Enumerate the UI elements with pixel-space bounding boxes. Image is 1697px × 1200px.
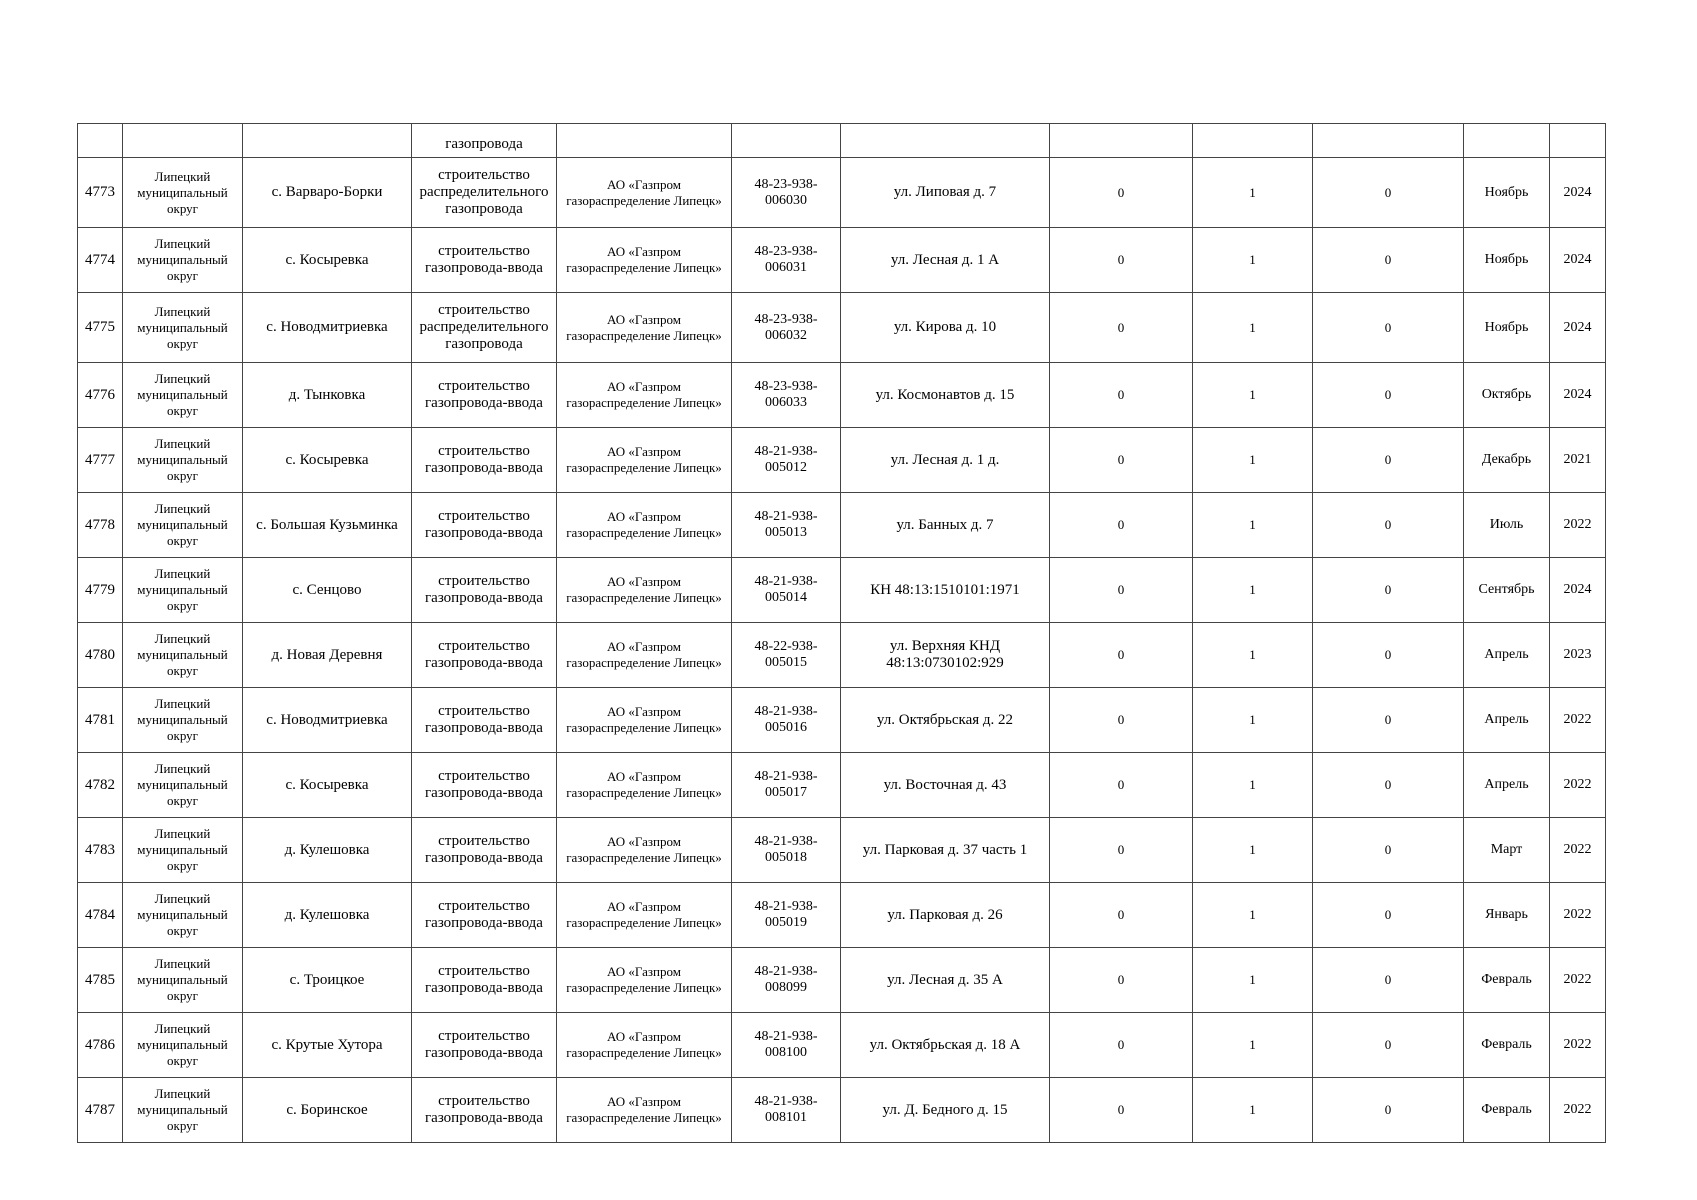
- cell-settlement: с. Варваро-Борки: [243, 158, 412, 228]
- cell-value-1: 0: [1050, 158, 1193, 228]
- cell-company: АО «Газпром газораспределение Липецк»: [557, 1013, 732, 1078]
- cell-value-1: 0: [1050, 753, 1193, 818]
- cell-value-2: 1: [1193, 493, 1313, 558]
- cell-empty: [78, 124, 123, 158]
- cell-empty: [243, 124, 412, 158]
- cell-month: Декабрь: [1464, 428, 1550, 493]
- table-row: [78, 818, 1606, 883]
- cell-address: КН 48:13:1510101:1971: [841, 558, 1050, 623]
- cell-address: ул. Кирова д. 10: [841, 293, 1050, 363]
- cell-work-type: строительство распределительного газопровода: [412, 158, 557, 228]
- cell-work-type: строительство газопровода-ввода: [412, 883, 557, 948]
- cell-number: 4777: [78, 428, 123, 493]
- cell-number: 4778: [78, 493, 123, 558]
- cell-value-3: 0: [1313, 158, 1464, 228]
- cell-month: Февраль: [1464, 1078, 1550, 1143]
- cell-work-type: строительство газопровода-ввода: [412, 948, 557, 1013]
- cell-work-type: строительство распределительного газопровода: [412, 293, 557, 363]
- cell-value-2: 1: [1193, 293, 1313, 363]
- cell-address: ул. Парковая д. 26: [841, 883, 1050, 948]
- cell-empty: [1050, 124, 1193, 158]
- cell-object-code: 48-21-938-005018: [732, 818, 841, 883]
- cell-work-type: строительство газопровода-ввода: [412, 623, 557, 688]
- cell-month: Июль: [1464, 493, 1550, 558]
- cell-value-3: 0: [1313, 623, 1464, 688]
- cell-value-1: 0: [1050, 228, 1193, 293]
- cell-address: ул. Октябрьская д. 18 А: [841, 1013, 1050, 1078]
- cell-month: Ноябрь: [1464, 293, 1550, 363]
- cell-object-code: 48-21-938-005017: [732, 753, 841, 818]
- cell-object-code: 48-21-938-008100: [732, 1013, 841, 1078]
- cell-work-type: газопровода: [412, 124, 557, 158]
- cell-year: 2022: [1550, 688, 1606, 753]
- cell-address: ул. Лесная д. 1 А: [841, 228, 1050, 293]
- cell-value-3: 0: [1313, 1013, 1464, 1078]
- cell-district: Липецкий муниципальный округ: [123, 1078, 243, 1143]
- cell-value-2: 1: [1193, 948, 1313, 1013]
- cell-address: ул. Верхняя КНД 48:13:0730102:929: [841, 623, 1050, 688]
- table-row: [78, 158, 1606, 228]
- cell-year: 2022: [1550, 1013, 1606, 1078]
- cell-empty: [557, 124, 732, 158]
- cell-month: Апрель: [1464, 623, 1550, 688]
- cell-value-1: 0: [1050, 623, 1193, 688]
- cell-settlement: с. Новодмитриевка: [243, 293, 412, 363]
- cell-year: 2022: [1550, 883, 1606, 948]
- cell-district: Липецкий муниципальный округ: [123, 623, 243, 688]
- cell-object-code: 48-23-938-006030: [732, 158, 841, 228]
- cell-object-code: 48-21-938-005012: [732, 428, 841, 493]
- cell-number: 4775: [78, 293, 123, 363]
- cell-settlement: с. Косыревка: [243, 228, 412, 293]
- cell-work-type: строительство газопровода-ввода: [412, 558, 557, 623]
- cell-number: 4783: [78, 818, 123, 883]
- table-row: [78, 623, 1606, 688]
- cell-company: АО «Газпром газораспределение Липецк»: [557, 623, 732, 688]
- cell-work-type: строительство газопровода-ввода: [412, 363, 557, 428]
- table-row: [78, 493, 1606, 558]
- cell-month: Сентябрь: [1464, 558, 1550, 623]
- cell-settlement: д. Кулешовка: [243, 818, 412, 883]
- cell-address: ул. Парковая д. 37 часть 1: [841, 818, 1050, 883]
- cell-company: АО «Газпром газораспределение Липецк»: [557, 948, 732, 1013]
- cell-district: Липецкий муниципальный округ: [123, 948, 243, 1013]
- cell-value-1: 0: [1050, 688, 1193, 753]
- cell-empty: [732, 124, 841, 158]
- cell-value-1: 0: [1050, 1078, 1193, 1143]
- cell-year: 2024: [1550, 228, 1606, 293]
- cell-district: Липецкий муниципальный округ: [123, 558, 243, 623]
- cell-empty: [1550, 124, 1606, 158]
- cell-settlement: с. Косыревка: [243, 428, 412, 493]
- cell-value-2: 1: [1193, 158, 1313, 228]
- cell-company: АО «Газпром газораспределение Липецк»: [557, 428, 732, 493]
- cell-value-3: 0: [1313, 753, 1464, 818]
- table-row: [78, 363, 1606, 428]
- cell-object-code: 48-21-938-005014: [732, 558, 841, 623]
- cell-value-3: 0: [1313, 883, 1464, 948]
- cell-empty: [1313, 124, 1464, 158]
- cell-month: Октябрь: [1464, 363, 1550, 428]
- cell-district: Липецкий муниципальный округ: [123, 883, 243, 948]
- cell-address: ул. Космонавтов д. 15: [841, 363, 1050, 428]
- cell-settlement: д. Кулешовка: [243, 883, 412, 948]
- cell-district: Липецкий муниципальный округ: [123, 688, 243, 753]
- cell-month: Февраль: [1464, 1013, 1550, 1078]
- cell-year: 2023: [1550, 623, 1606, 688]
- cell-settlement: с. Троицкое: [243, 948, 412, 1013]
- cell-year: 2021: [1550, 428, 1606, 493]
- cell-number: 4784: [78, 883, 123, 948]
- cell-object-code: 48-21-938-005016: [732, 688, 841, 753]
- cell-value-3: 0: [1313, 293, 1464, 363]
- cell-value-2: 1: [1193, 1078, 1313, 1143]
- table-row: [78, 1013, 1606, 1078]
- cell-district: Липецкий муниципальный округ: [123, 363, 243, 428]
- cell-number: 4787: [78, 1078, 123, 1143]
- cell-settlement: д. Новая Деревня: [243, 623, 412, 688]
- cell-address: ул. Лесная д. 1 д.: [841, 428, 1050, 493]
- cell-work-type: строительство газопровода-ввода: [412, 1013, 557, 1078]
- cell-month: Ноябрь: [1464, 158, 1550, 228]
- cell-company: АО «Газпром газораспределение Липецк»: [557, 688, 732, 753]
- cell-month: Январь: [1464, 883, 1550, 948]
- cell-year: 2022: [1550, 948, 1606, 1013]
- cell-value-2: 1: [1193, 688, 1313, 753]
- cell-year: 2022: [1550, 1078, 1606, 1143]
- cell-month: Апрель: [1464, 688, 1550, 753]
- cell-year: 2024: [1550, 558, 1606, 623]
- cell-settlement: с. Сенцово: [243, 558, 412, 623]
- cell-empty: [1193, 124, 1313, 158]
- cell-address: ул. Восточная д. 43: [841, 753, 1050, 818]
- cell-object-code: 48-22-938-005015: [732, 623, 841, 688]
- cell-value-2: 1: [1193, 228, 1313, 293]
- cell-value-1: 0: [1050, 558, 1193, 623]
- cell-company: АО «Газпром газораспределение Липецк»: [557, 818, 732, 883]
- table-row: [78, 558, 1606, 623]
- table-row-continuation: [78, 124, 1606, 158]
- cell-value-3: 0: [1313, 948, 1464, 1013]
- cell-company: АО «Газпром газораспределение Липецк»: [557, 883, 732, 948]
- cell-settlement: с. Боринское: [243, 1078, 412, 1143]
- cell-month: Февраль: [1464, 948, 1550, 1013]
- cell-number: 4785: [78, 948, 123, 1013]
- cell-year: 2022: [1550, 818, 1606, 883]
- cell-number: 4781: [78, 688, 123, 753]
- cell-value-2: 1: [1193, 883, 1313, 948]
- cell-number: 4773: [78, 158, 123, 228]
- cell-value-2: 1: [1193, 623, 1313, 688]
- cell-object-code: 48-23-938-006031: [732, 228, 841, 293]
- cell-month: Ноябрь: [1464, 228, 1550, 293]
- cell-year: 2024: [1550, 363, 1606, 428]
- cell-value-2: 1: [1193, 558, 1313, 623]
- cell-value-2: 1: [1193, 1013, 1313, 1078]
- cell-settlement: с. Крутые Хутора: [243, 1013, 412, 1078]
- cell-number: 4774: [78, 228, 123, 293]
- cell-object-code: 48-21-938-008101: [732, 1078, 841, 1143]
- cell-empty: [841, 124, 1050, 158]
- cell-company: АО «Газпром газораспределение Липецк»: [557, 363, 732, 428]
- cell-month: Март: [1464, 818, 1550, 883]
- cell-object-code: 48-21-938-005019: [732, 883, 841, 948]
- cell-district: Липецкий муниципальный округ: [123, 293, 243, 363]
- cell-value-1: 0: [1050, 293, 1193, 363]
- cell-empty: [123, 124, 243, 158]
- cell-number: 4780: [78, 623, 123, 688]
- table-row: [78, 753, 1606, 818]
- cell-district: Липецкий муниципальный округ: [123, 158, 243, 228]
- cell-value-2: 1: [1193, 428, 1313, 493]
- cell-value-1: 0: [1050, 818, 1193, 883]
- table-row: [78, 883, 1606, 948]
- cell-company: АО «Газпром газораспределение Липецк»: [557, 228, 732, 293]
- cell-work-type: строительство газопровода-ввода: [412, 493, 557, 558]
- table-row: [78, 1078, 1606, 1143]
- cell-object-code: 48-23-938-006032: [732, 293, 841, 363]
- cell-value-1: 0: [1050, 883, 1193, 948]
- cell-value-3: 0: [1313, 818, 1464, 883]
- cell-object-code: 48-23-938-006033: [732, 363, 841, 428]
- cell-empty: [1464, 124, 1550, 158]
- cell-year: 2022: [1550, 493, 1606, 558]
- cell-district: Липецкий муниципальный округ: [123, 493, 243, 558]
- cell-value-3: 0: [1313, 493, 1464, 558]
- cell-address: ул. Лесная д. 35 А: [841, 948, 1050, 1013]
- cell-object-code: 48-21-938-008099: [732, 948, 841, 1013]
- table-row: [78, 293, 1606, 363]
- cell-value-1: 0: [1050, 493, 1193, 558]
- cell-year: 2024: [1550, 158, 1606, 228]
- cell-district: Липецкий муниципальный округ: [123, 228, 243, 293]
- cell-number: 4782: [78, 753, 123, 818]
- cell-work-type: строительство газопровода-ввода: [412, 228, 557, 293]
- cell-year: 2024: [1550, 293, 1606, 363]
- data-table: [77, 123, 1606, 1143]
- table-row: [78, 228, 1606, 293]
- cell-work-type: строительство газопровода-ввода: [412, 818, 557, 883]
- cell-value-3: 0: [1313, 428, 1464, 493]
- cell-settlement: с. Косыревка: [243, 753, 412, 818]
- cell-value-3: 0: [1313, 688, 1464, 753]
- cell-month: Апрель: [1464, 753, 1550, 818]
- table-row: [78, 688, 1606, 753]
- cell-number: 4776: [78, 363, 123, 428]
- cell-value-2: 1: [1193, 753, 1313, 818]
- cell-value-2: 1: [1193, 363, 1313, 428]
- cell-company: АО «Газпром газораспределение Липецк»: [557, 158, 732, 228]
- cell-value-3: 0: [1313, 228, 1464, 293]
- cell-district: Липецкий муниципальный округ: [123, 753, 243, 818]
- cell-work-type: строительство газопровода-ввода: [412, 428, 557, 493]
- cell-address: ул. Д. Бедного д. 15: [841, 1078, 1050, 1143]
- cell-address: ул. Банных д. 7: [841, 493, 1050, 558]
- cell-number: 4786: [78, 1013, 123, 1078]
- cell-year: 2022: [1550, 753, 1606, 818]
- table-row: [78, 428, 1606, 493]
- cell-address: ул. Октябрьская д. 22: [841, 688, 1050, 753]
- cell-district: Липецкий муниципальный округ: [123, 428, 243, 493]
- cell-company: АО «Газпром газораспределение Липецк»: [557, 493, 732, 558]
- cell-object-code: 48-21-938-005013: [732, 493, 841, 558]
- cell-work-type: строительство газопровода-ввода: [412, 753, 557, 818]
- cell-settlement: д. Тынковка: [243, 363, 412, 428]
- cell-company: АО «Газпром газораспределение Липецк»: [557, 293, 732, 363]
- cell-district: Липецкий муниципальный округ: [123, 1013, 243, 1078]
- cell-value-1: 0: [1050, 948, 1193, 1013]
- cell-value-3: 0: [1313, 558, 1464, 623]
- cell-value-2: 1: [1193, 818, 1313, 883]
- cell-company: АО «Газпром газораспределение Липецк»: [557, 1078, 732, 1143]
- cell-value-1: 0: [1050, 1013, 1193, 1078]
- cell-company: АО «Газпром газораспределение Липецк»: [557, 558, 732, 623]
- cell-value-3: 0: [1313, 1078, 1464, 1143]
- cell-number: 4779: [78, 558, 123, 623]
- cell-work-type: строительство газопровода-ввода: [412, 688, 557, 753]
- cell-value-3: 0: [1313, 363, 1464, 428]
- cell-address: ул. Липовая д. 7: [841, 158, 1050, 228]
- table-row: [78, 948, 1606, 1013]
- cell-work-type: строительство газопровода-ввода: [412, 1078, 557, 1143]
- cell-value-1: 0: [1050, 363, 1193, 428]
- cell-district: Липецкий муниципальный округ: [123, 818, 243, 883]
- cell-settlement: с. Новодмитриевка: [243, 688, 412, 753]
- cell-value-1: 0: [1050, 428, 1193, 493]
- cell-settlement: с. Большая Кузьминка: [243, 493, 412, 558]
- cell-company: АО «Газпром газораспределение Липецк»: [557, 753, 732, 818]
